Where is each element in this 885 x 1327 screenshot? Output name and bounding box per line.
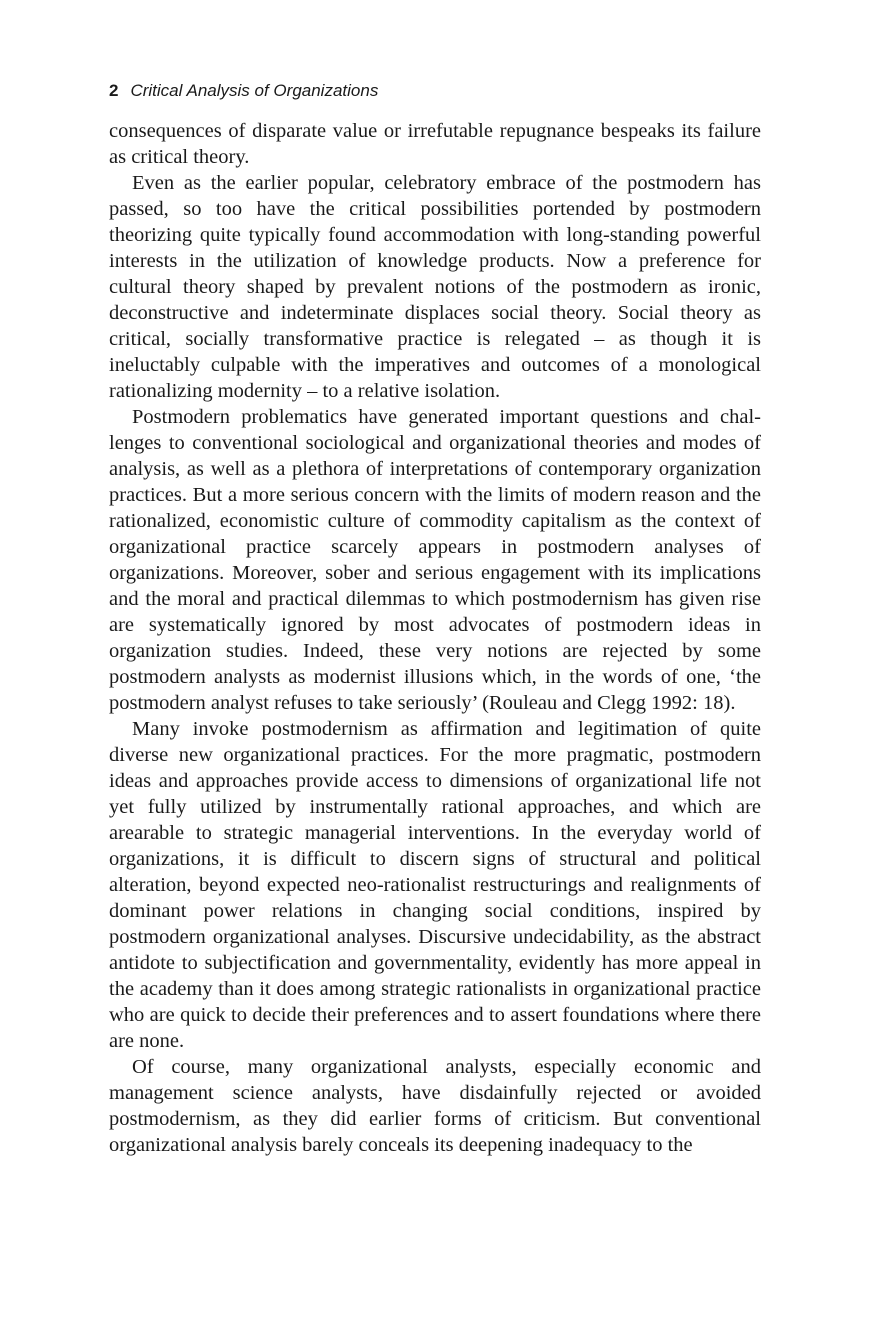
page-number: 2 bbox=[109, 81, 119, 100]
book-page bbox=[109, 78, 761, 1158]
paragraph: Even as the earlier popular, celebratory embrace of the postmodern has passed, so too have the critical possibilities portended by postmodern theorizing quite typically found accommodation with long-standing powerful interests in the utilization of knowledge products. Now a preference for cultural theory shaped by prevalent notions of the postmodern as ironic, deconstructive and indeterminate displaces social theory. Social theory as critical, socially transformative practice is relegated – as though it is ineluctably culpable with the imperatives and outcomes of a monological rationalizing modernity – to a relative isolation. bbox=[109, 172, 761, 402]
paragraph: Postmodern problematics have generated important questions and challenges to conventional sociological and organizational theories and modes of analysis, as well as a plethora of interpretations of contemporary organization practices. But a more serious concern with the limits of modern reason and the rationalized, economistic culture of commodity capitalism as the context of organizational practice scarcely appears in postmodern analyses of organizations. Moreover, sober and serious engagement with its implications and the moral and practical dilemmas to which postmodernism has given rise are systematically ignored by most advocates of postmodern ideas in organization studies. Indeed, these very notions are rejected by some postmodern analysts as modernist illusions which, in the words of one, ‘the postmodern analyst refuses to take seriously’ (Rouleau and Clegg 1992: 18). bbox=[109, 406, 761, 714]
paragraph: Many invoke postmodernism as affirmation and legitimation of quite diverse new organizational practices. For the more pragmatic, postmodern ideas and approaches provide access to dimensions of organizational life not yet fully utilized by instrumentally rational approaches, and which are arearable to strategic managerial interventions. In the everyday world of organizations, it is difficult to discern signs of structural and political alteration, beyond expected neo-rationalist restructurings and realignments of dominant power relations in changing social conditions, inspired by postmodern organizational analyses. Discursive undecidability, as the abstract antidote to subjectification and governmentality, evidently has more appeal in the academy than it does among strategic rationalists in organizational practice who are quick to decide their preferences and to assert foundations where there are none. bbox=[109, 718, 761, 1052]
book-title: Critical Analysis of Organizations bbox=[130, 81, 379, 100]
running-head bbox=[109, 78, 761, 104]
body-text bbox=[109, 118, 761, 1158]
paragraph-continuation: consequences of disparate value or irrefutable repugnance bespeaks its failure as critical theory. bbox=[109, 120, 761, 168]
paragraph: Of course, many organizational analysts, especially economic and management science analysts, have disdainfully rejected or avoided postmodernism, as they did earlier forms of criticism. But conventional organizational analysis barely conceals its deepening inadequacy to the bbox=[109, 1056, 761, 1156]
